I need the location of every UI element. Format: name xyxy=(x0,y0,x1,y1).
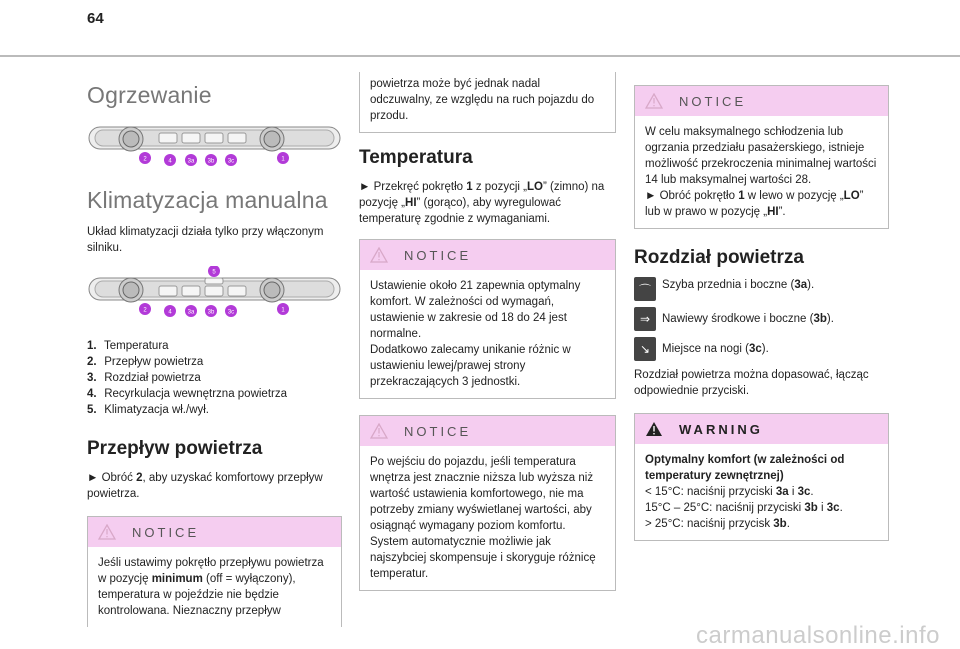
callout-1: 1 xyxy=(281,156,285,163)
notice-header xyxy=(88,517,341,547)
notice-body: W celu maksymalnego schłodzenia lub ogrzania przedziału pasażerskiego, istnieje możliwość przekroczenia minimalnej wartości 14 lub maksymalnej wartości 28. ► Obróć pokrętło 1 w lewo w pozycję „LO” lub w prawo w pozycję „HI”. xyxy=(645,126,877,218)
warning-body: Optymalny komfort (w zależności od temperatury zewnętrznej) < 15°C: naciśnij przyciski 3a i 3c. 15°C – 25°C: naciśnij przyciski 3b i 3c. > 25°C: naciśnij przycisk 3b. xyxy=(645,454,845,530)
warning-header xyxy=(635,414,888,444)
distribution-title: Rozdział powietrza xyxy=(634,247,804,268)
svg-text:3a: 3a xyxy=(187,309,195,316)
notice-header xyxy=(360,416,615,446)
notice-body: Ustawienie około 21 zapewnia optymalny komfort. W zależności od wymagań, ustawienie w zakresie od 18 do 24 jest normalne. Dodatkowo zalecamy unikanie różnic w ustawieniu lewej/prawej strony przekraczających 3 jednostki. xyxy=(370,280,581,388)
list-item: 1. Temperatura xyxy=(87,340,169,352)
distribution-text: Nawiewy środkowe i boczne (3b). xyxy=(662,313,834,325)
callout-4: 4 xyxy=(168,158,172,165)
svg-text:4: 4 xyxy=(168,309,172,316)
notice-body-continued: powietrza może być jednak nadal odczuwalny, ze względu na ruch pojazdu do przodu. xyxy=(370,78,595,122)
distribution-text: Miejsce na nogi (3c). xyxy=(662,343,769,355)
svg-text:2: 2 xyxy=(143,307,147,314)
column-3 xyxy=(634,85,889,541)
windscreen-icon: ⌒ xyxy=(634,277,656,301)
warning-title: WARNING xyxy=(679,421,763,437)
notice-box-continued xyxy=(359,72,616,133)
notice-box-temperature xyxy=(359,239,616,399)
notice-body: Po wejściu do pojazdu, jeśli temperatura wnętrza jest znacznie niższa lub wyższa niż wartość ustawienia komfortowego, nie ma potrzeby zmiany wyświetlanej wartości, aby osiągnąć wymagany poziom komfortu. System automatycznie możliwie jak najszybciej skompensuje i skoryguje różnicę temperatur. xyxy=(370,456,596,580)
page-number: 64 xyxy=(87,10,104,27)
list-item: 4. Recyrkulacja wewnętrzna powietrza xyxy=(87,388,288,400)
notice-title: NOTICE xyxy=(132,524,200,540)
warning-triangle-icon xyxy=(370,423,388,439)
distribution-row-3c xyxy=(634,337,889,361)
airflow-title: Przepływ powietrza xyxy=(87,438,263,459)
feet-icon: ↘ xyxy=(634,337,656,361)
legend-list xyxy=(87,338,342,418)
svg-text:3b: 3b xyxy=(207,309,215,316)
warning-triangle-icon xyxy=(645,93,663,109)
list-item: 2. Przepływ powietrza xyxy=(87,356,204,368)
temperature-text: ► Przekręć pokrętło 1 z pozycji „LO” (zimno) na pozycję „HI” (gorąco), aby wyregulować temperaturę zgodnie z wymaganiami. xyxy=(359,181,605,225)
svg-text:1: 1 xyxy=(281,307,285,314)
distribution-row-3b xyxy=(634,307,889,331)
notice-box-comfort xyxy=(359,415,616,591)
manual-ac-title: Klimatyzacja manualna xyxy=(87,187,328,213)
notice-box-extreme xyxy=(634,85,889,229)
svg-text:3c: 3c xyxy=(227,309,235,316)
notice-box-airflow xyxy=(87,516,342,627)
warning-box xyxy=(634,413,889,541)
callout-3a: 3a xyxy=(187,158,195,165)
warning-triangle-icon xyxy=(370,247,388,263)
top-divider xyxy=(0,55,960,57)
notice-title: NOTICE xyxy=(404,247,472,263)
temperature-title: Temperatura xyxy=(359,147,473,168)
notice-title: NOTICE xyxy=(679,93,747,109)
svg-text:5: 5 xyxy=(212,269,216,276)
distribution-text: Szyba przednia i boczne (3a). xyxy=(662,279,815,291)
notice-header xyxy=(360,240,615,270)
manual-ac-panel-image xyxy=(87,266,342,316)
notice-body: Jeśli ustawimy pokrętło przepływu powietrza w pozycję minimum (off = wyłączony), temperatura w pojeździe nie będzie kontrolowana. Nieznaczny przepływ xyxy=(98,557,324,617)
watermark: carmanualsonline.info xyxy=(696,622,940,649)
airflow-text: ► Obróć 2, aby uzyskać komfortowy przepływ powietrza. xyxy=(87,472,323,500)
list-item: 3. Rozdział powietrza xyxy=(87,372,201,384)
callout-3b: 3b xyxy=(207,158,215,165)
callout-2: 2 xyxy=(143,156,147,163)
callout-3c: 3c xyxy=(227,158,235,165)
heating-panel-image xyxy=(87,123,342,163)
manual-ac-intro: Układ klimatyzacji działa tylko przy włączonym silniku. xyxy=(87,226,324,254)
notice-header xyxy=(635,86,888,116)
column-1 xyxy=(87,70,342,627)
notice-title: NOTICE xyxy=(404,423,472,439)
heating-title: Ogrzewanie xyxy=(87,82,212,108)
warning-triangle-icon xyxy=(98,524,116,540)
distribution-note: Rozdział powietrza można dopasować, łącząc odpowiednie przyciski. xyxy=(634,369,869,397)
column-2 xyxy=(359,72,616,591)
distribution-row-3a xyxy=(634,277,889,301)
warning-triangle-icon xyxy=(645,421,663,437)
face-vents-icon: ⇒ xyxy=(634,307,656,331)
list-item: 5. Klimatyzacja wł./wył. xyxy=(87,404,210,416)
